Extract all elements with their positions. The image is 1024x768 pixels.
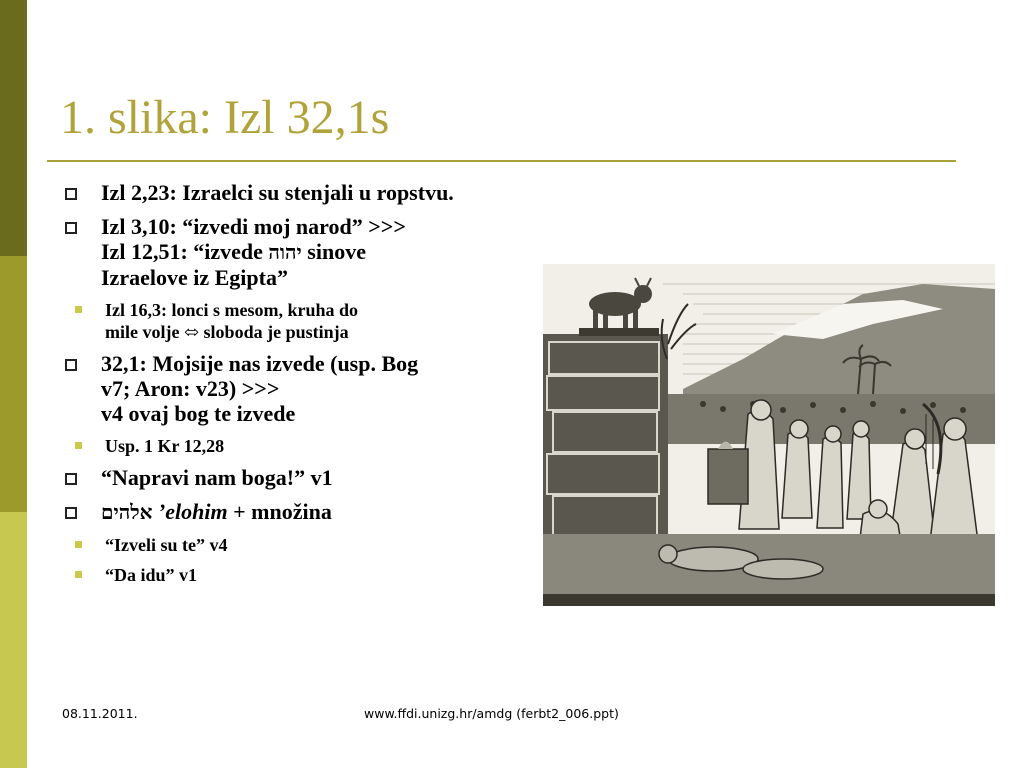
- square-sub-bullet-icon: [75, 571, 82, 578]
- bullet-line: [101, 239, 532, 265]
- bullet-list: [62, 180, 532, 594]
- bullet-item: [62, 351, 532, 426]
- sub-bullet-item: [23, 534, 532, 556]
- square-sub-bullet-icon: [75, 541, 82, 548]
- square-sub-bullet-icon: [75, 306, 82, 313]
- bullet-text: “Napravi nam boga!” v1: [101, 465, 333, 490]
- sub-bullet-item: [23, 299, 532, 343]
- square-bullet-icon: [65, 473, 77, 485]
- bullet-text-segment: sinove: [301, 239, 366, 264]
- slide-title: 1. slika: Izl 32,1s: [60, 91, 390, 144]
- bullet-line: Izl 3,10: “izvedi moj narod” >>>: [101, 214, 406, 239]
- bullet-item: [62, 180, 532, 205]
- bullet-text: “Da idu” v1: [105, 565, 198, 585]
- accent-bar-top: [0, 0, 27, 256]
- bullet-item: [62, 214, 532, 290]
- square-bullet-icon: [65, 507, 77, 519]
- sub-bullet-item: [23, 435, 532, 457]
- square-sub-bullet-icon: [75, 442, 82, 449]
- square-bullet-icon: [65, 359, 77, 371]
- square-bullet-icon: [65, 222, 77, 234]
- footer-date: 08.11.2011.: [62, 706, 138, 721]
- bullet-item: [62, 499, 532, 525]
- accent-bar-middle: [0, 256, 27, 512]
- footer-url: www.ffdi.unizg.hr/amdg (ferbt2_006.ppt): [364, 706, 619, 721]
- square-bullet-icon: [65, 188, 77, 200]
- bullet-text-segment: Izl 12,51: “izvede: [101, 239, 269, 264]
- bullet-line: v4 ovaj bog te izvede: [101, 401, 296, 426]
- bullet-line: v7; Aron: v23) >>>: [101, 376, 280, 401]
- hebrew-elohim: אלהים: [101, 500, 153, 524]
- title-rule: [47, 160, 956, 162]
- bullet-item: [62, 465, 532, 490]
- hebrew-tetragrammaton: יהוה: [268, 240, 302, 264]
- bullet-text-segment: + množina: [227, 499, 332, 524]
- bullet-line: Izl 16,3: lonci s mesom, kruha do: [105, 300, 359, 320]
- bullet-line: Izraelove iz Egipta”: [101, 265, 288, 290]
- bullet-line: mile volje ⬄ sloboda je pustinja: [105, 322, 349, 342]
- bullet-text-italic: ’elohim: [152, 499, 228, 524]
- bullet-text: Izl 2,23: Izraelci su stenjali u ropstvu.: [101, 180, 454, 205]
- bullet-line: [101, 499, 532, 525]
- bullet-line: 32,1: Mojsije nas izvede (usp. Bog: [101, 351, 419, 376]
- sub-bullet-item: [23, 564, 532, 586]
- bullet-text: Usp. 1 Kr 12,28: [105, 436, 225, 456]
- engraving-illustration: [543, 264, 995, 606]
- bullet-text: “Izveli su te” v4: [105, 535, 228, 555]
- golden-calf-engraving: [543, 264, 995, 606]
